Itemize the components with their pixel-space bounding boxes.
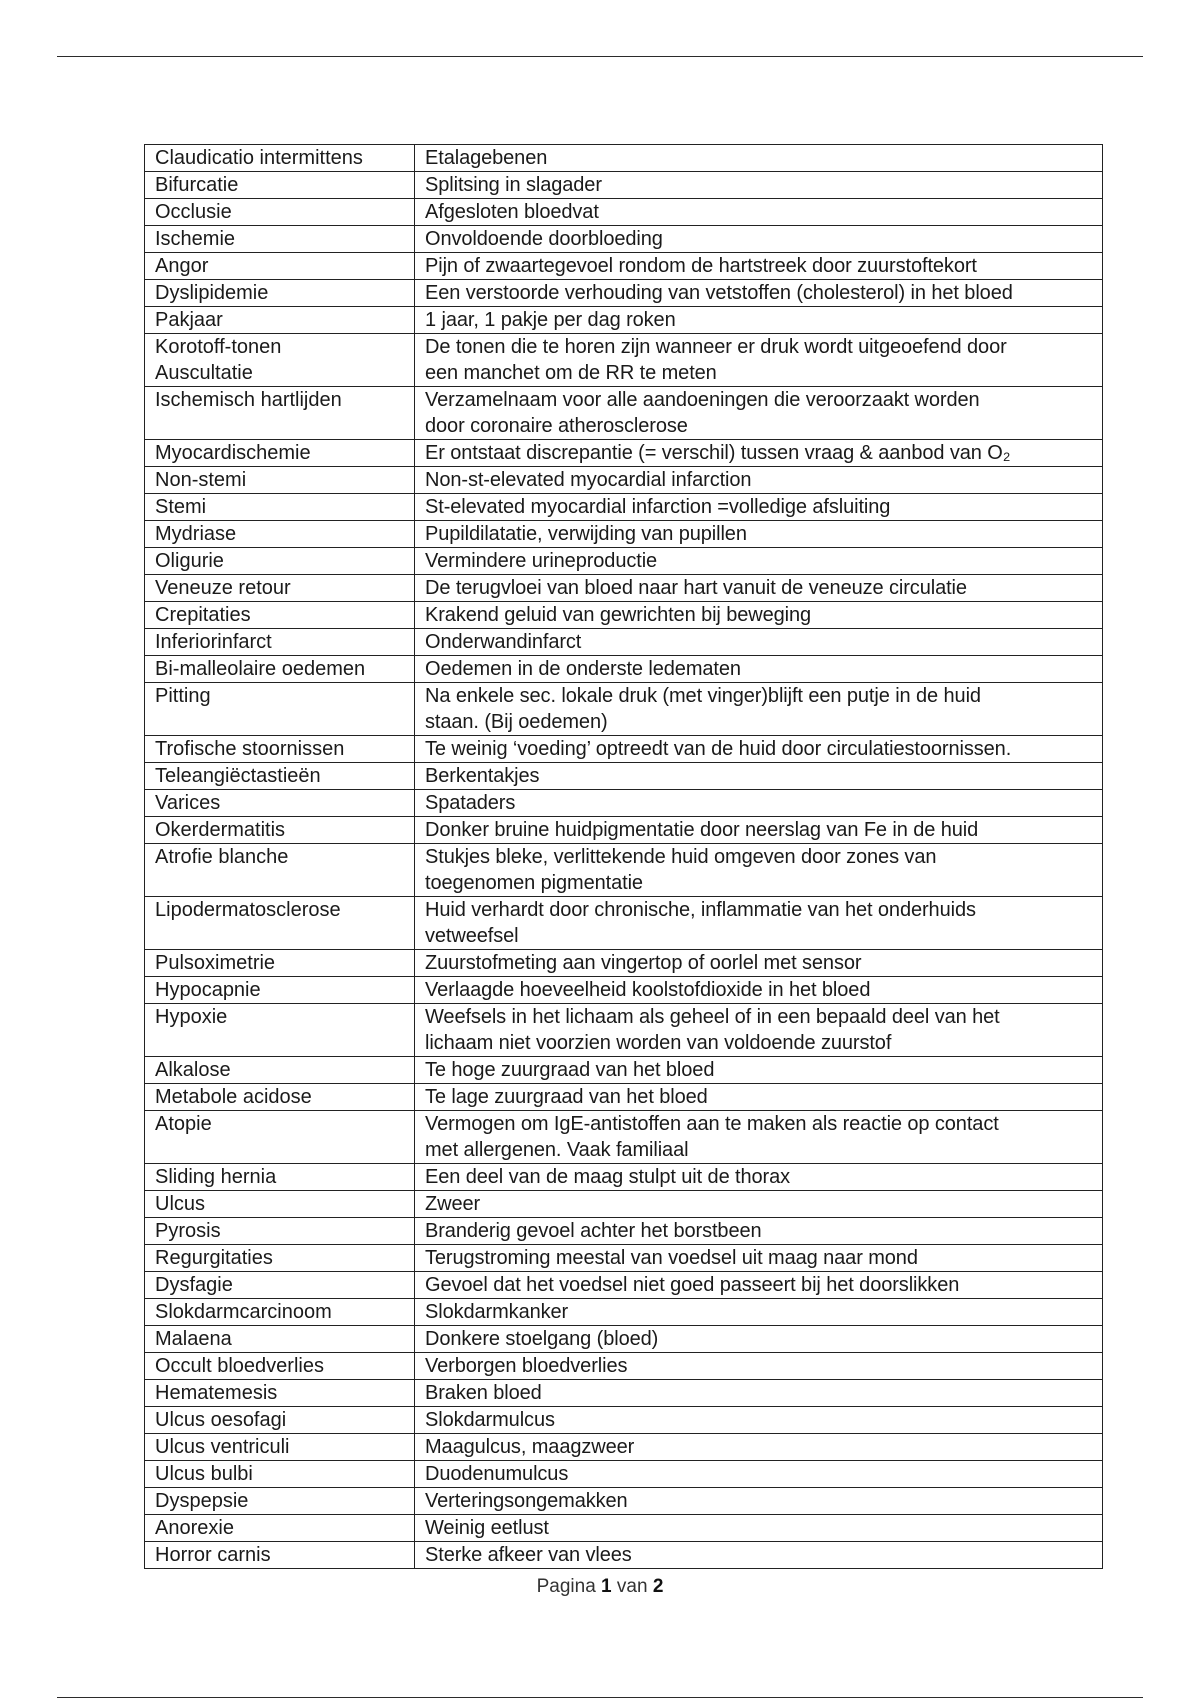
term-cell: Crepitaties xyxy=(145,602,415,629)
footer-separator: van xyxy=(616,1576,648,1597)
term-cell: Okerdermatitis xyxy=(145,817,415,844)
term-cell: Varices xyxy=(145,790,415,817)
term-cell: Atrofie blanche xyxy=(145,844,415,897)
term-cell: Pitting xyxy=(145,683,415,736)
definition-cell: De tonen die te horen zijn wanneer er druk wordt uitgeoefend door een manchet om de RR te meten xyxy=(415,334,1103,387)
term-cell: Ischemisch hartlijden xyxy=(145,387,415,440)
term-cell: Atopie xyxy=(145,1111,415,1164)
table-row xyxy=(145,602,1103,629)
table-row xyxy=(145,950,1103,977)
definition-cell: Stukjes bleke, verlittekende huid omgeven door zones van toegenomen pigmentatie xyxy=(415,844,1103,897)
term-cell: Regurgitaties xyxy=(145,1245,415,1272)
term-cell: Pyrosis xyxy=(145,1218,415,1245)
table-row xyxy=(145,1353,1103,1380)
term-cell: Alkalose xyxy=(145,1057,415,1084)
table-row xyxy=(145,548,1103,575)
definition-cell: Afgesloten bloedvat xyxy=(415,199,1103,226)
term-cell: Hypocapnie xyxy=(145,977,415,1004)
definition-cell: Verlaagde hoeveelheid koolstofdioxide in het bloed xyxy=(415,977,1103,1004)
glossary-table xyxy=(144,144,1103,1569)
table-row xyxy=(145,1380,1103,1407)
definition-cell: Een deel van de maag stulpt uit de thorax xyxy=(415,1164,1103,1191)
table-row xyxy=(145,1164,1103,1191)
footer-page-total: 2 xyxy=(652,1576,664,1597)
table-row xyxy=(145,1057,1103,1084)
definition-cell: Te weinig ‘voeding’ optreedt van de huid door circulatiestoornissen. xyxy=(415,736,1103,763)
table-row xyxy=(145,817,1103,844)
table-row xyxy=(145,763,1103,790)
header-rule xyxy=(57,56,1143,57)
glossary-body xyxy=(145,145,1103,1569)
table-row xyxy=(145,1111,1103,1164)
term-cell: Oligurie xyxy=(145,548,415,575)
table-row xyxy=(145,172,1103,199)
table-row xyxy=(145,977,1103,1004)
definition-cell: Onderwandinfarct xyxy=(415,629,1103,656)
definition-cell: Er ontstaat discrepantie (= verschil) tussen vraag & aanbod van O₂ xyxy=(415,440,1103,467)
term-cell: Pakjaar xyxy=(145,307,415,334)
table-row xyxy=(145,387,1103,440)
term-cell: Bifurcatie xyxy=(145,172,415,199)
table-row xyxy=(145,440,1103,467)
table-row xyxy=(145,1542,1103,1569)
table-row xyxy=(145,280,1103,307)
footer-rule xyxy=(57,1697,1143,1698)
term-cell: Ulcus bulbi xyxy=(145,1461,415,1488)
definition-cell: 1 jaar, 1 pakje per dag roken xyxy=(415,307,1103,334)
definition-cell: Te lage zuurgraad van het bloed xyxy=(415,1084,1103,1111)
definition-cell: Te hoge zuurgraad van het bloed xyxy=(415,1057,1103,1084)
table-row xyxy=(145,656,1103,683)
term-cell: Lipodermatosclerose xyxy=(145,897,415,950)
definition-cell: Krakend geluid van gewrichten bij beweging xyxy=(415,602,1103,629)
table-row xyxy=(145,253,1103,280)
page-footer xyxy=(0,1576,1200,1598)
table-row xyxy=(145,683,1103,736)
definition-cell: Etalagebenen xyxy=(415,145,1103,172)
table-row xyxy=(145,1191,1103,1218)
table-row xyxy=(145,521,1103,548)
definition-cell: Non-st-elevated myocardial infarction xyxy=(415,467,1103,494)
definition-cell: Huid verhardt door chronische, inflammatie van het onderhuids vetweefsel xyxy=(415,897,1103,950)
definition-cell: Een verstoorde verhouding van vetstoffen (cholesterol) in het bloed xyxy=(415,280,1103,307)
definition-cell: Verzamelnaam voor alle aandoeningen die veroorzaakt worden door coronaire atherosclerose xyxy=(415,387,1103,440)
table-row xyxy=(145,334,1103,387)
term-cell: Myocardischemie xyxy=(145,440,415,467)
term-cell: Inferiorinfarct xyxy=(145,629,415,656)
term-cell: Veneuze retour xyxy=(145,575,415,602)
definition-cell: Slokdarmulcus xyxy=(415,1407,1103,1434)
definition-cell: Zuurstofmeting aan vingertop of oorlel met sensor xyxy=(415,950,1103,977)
table-row xyxy=(145,1084,1103,1111)
definition-cell: Oedemen in de onderste ledematen xyxy=(415,656,1103,683)
definition-cell: Pijn of zwaartegevoel rondom de hartstreek door zuurstoftekort xyxy=(415,253,1103,280)
definition-cell: Gevoel dat het voedsel niet goed passeert bij het doorslikken xyxy=(415,1272,1103,1299)
definition-cell: Donkere stoelgang (bloed) xyxy=(415,1326,1103,1353)
term-cell: Horror carnis xyxy=(145,1542,415,1569)
table-row xyxy=(145,145,1103,172)
definition-cell: Onvoldoende doorbloeding xyxy=(415,226,1103,253)
table-row xyxy=(145,494,1103,521)
definition-cell: Maagulcus, maagzweer xyxy=(415,1434,1103,1461)
table-row xyxy=(145,1218,1103,1245)
table-row xyxy=(145,790,1103,817)
table-row xyxy=(145,467,1103,494)
definition-cell: Terugstroming meestal van voedsel uit maag naar mond xyxy=(415,1245,1103,1272)
term-cell: Ischemie xyxy=(145,226,415,253)
table-row xyxy=(145,575,1103,602)
table-row xyxy=(145,1272,1103,1299)
term-cell: Teleangiëctastieën xyxy=(145,763,415,790)
table-row xyxy=(145,1004,1103,1057)
term-cell: Hypoxie xyxy=(145,1004,415,1057)
definition-cell: Duodenumulcus xyxy=(415,1461,1103,1488)
table-row xyxy=(145,629,1103,656)
term-cell: Trofische stoornissen xyxy=(145,736,415,763)
footer-label: Pagina xyxy=(536,1576,596,1597)
definition-cell: Verteringsongemakken xyxy=(415,1488,1103,1515)
table-row xyxy=(145,1488,1103,1515)
table-row xyxy=(145,736,1103,763)
term-cell: Ulcus ventriculi xyxy=(145,1434,415,1461)
table-row xyxy=(145,1407,1103,1434)
term-cell: Korotoff-tonen Auscultatie xyxy=(145,334,415,387)
definition-cell: Branderig gevoel achter het borstbeen xyxy=(415,1218,1103,1245)
table-row xyxy=(145,1245,1103,1272)
term-cell: Dysfagie xyxy=(145,1272,415,1299)
definition-cell: St-elevated myocardial infarction =volledige afsluiting xyxy=(415,494,1103,521)
term-cell: Metabole acidose xyxy=(145,1084,415,1111)
table-row xyxy=(145,199,1103,226)
definition-cell: Na enkele sec. lokale druk (met vinger)blijft een putje in de huid staan. (Bij oedemen) xyxy=(415,683,1103,736)
table-row xyxy=(145,1434,1103,1461)
definition-cell: Donker bruine huidpigmentatie door neerslag van Fe in de huid xyxy=(415,817,1103,844)
table-row xyxy=(145,1299,1103,1326)
term-cell: Occult bloedverlies xyxy=(145,1353,415,1380)
term-cell: Anorexie xyxy=(145,1515,415,1542)
definition-cell: Vermogen om IgE-antistoffen aan te maken als reactie op contact met allergenen. Vaak familiaal xyxy=(415,1111,1103,1164)
table-row xyxy=(145,1461,1103,1488)
definition-cell: De terugvloei van bloed naar hart vanuit de veneuze circulatie xyxy=(415,575,1103,602)
term-cell: Claudicatio intermittens xyxy=(145,145,415,172)
term-cell: Sliding hernia xyxy=(145,1164,415,1191)
table-row xyxy=(145,1326,1103,1353)
table-row xyxy=(145,897,1103,950)
definition-cell: Berkentakjes xyxy=(415,763,1103,790)
definition-cell: Weefsels in het lichaam als geheel of in een bepaald deel van het lichaam niet voorzien worden van voldoende zuurstof xyxy=(415,1004,1103,1057)
term-cell: Occlusie xyxy=(145,199,415,226)
definition-cell: Vermindere urineproductie xyxy=(415,548,1103,575)
table-row xyxy=(145,226,1103,253)
definition-cell: Splitsing in slagader xyxy=(415,172,1103,199)
definition-cell: Pupildilatatie, verwijding van pupillen xyxy=(415,521,1103,548)
footer-page-number: 1 xyxy=(601,1576,612,1597)
term-cell: Bi-malleolaire oedemen xyxy=(145,656,415,683)
term-cell: Angor xyxy=(145,253,415,280)
table-row xyxy=(145,1515,1103,1542)
definition-cell: Slokdarmkanker xyxy=(415,1299,1103,1326)
definition-cell: Zweer xyxy=(415,1191,1103,1218)
term-cell: Malaena xyxy=(145,1326,415,1353)
table-row xyxy=(145,844,1103,897)
term-cell: Hematemesis xyxy=(145,1380,415,1407)
term-cell: Non-stemi xyxy=(145,467,415,494)
term-cell: Ulcus xyxy=(145,1191,415,1218)
term-cell: Ulcus oesofagi xyxy=(145,1407,415,1434)
term-cell: Mydriase xyxy=(145,521,415,548)
term-cell: Slokdarmcarcinoom xyxy=(145,1299,415,1326)
term-cell: Pulsoximetrie xyxy=(145,950,415,977)
table-row xyxy=(145,307,1103,334)
definition-cell: Weinig eetlust xyxy=(415,1515,1103,1542)
definition-cell: Verborgen bloedverlies xyxy=(415,1353,1103,1380)
definition-cell: Spataders xyxy=(415,790,1103,817)
definition-cell: Sterke afkeer van vlees xyxy=(415,1542,1103,1569)
term-cell: Stemi xyxy=(145,494,415,521)
term-cell: Dyspepsie xyxy=(145,1488,415,1515)
definition-cell: Braken bloed xyxy=(415,1380,1103,1407)
term-cell: Dyslipidemie xyxy=(145,280,415,307)
